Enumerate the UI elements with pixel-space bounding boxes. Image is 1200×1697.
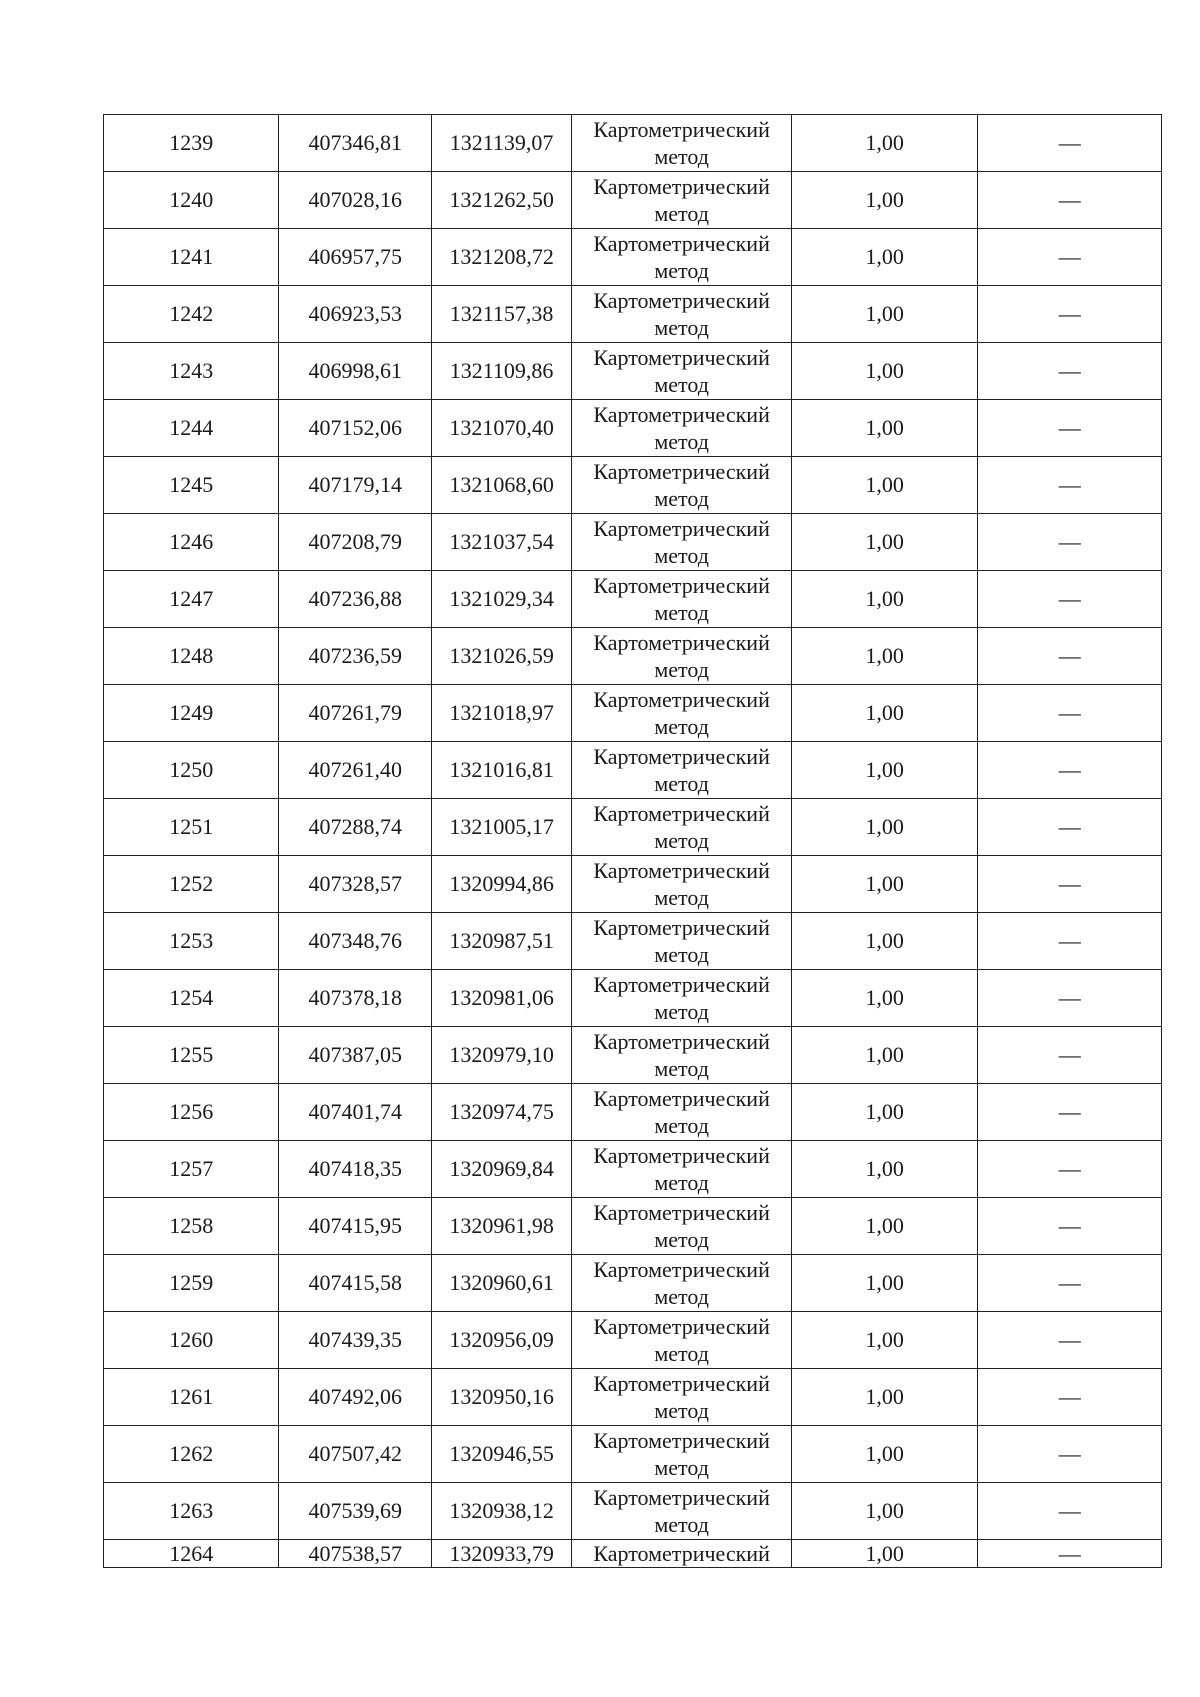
method-line-1: Картометрический xyxy=(593,174,770,199)
coordinates-table-body xyxy=(104,115,1162,1568)
table-row xyxy=(104,913,1162,970)
method-cell xyxy=(572,286,792,343)
table-row xyxy=(104,1141,1162,1198)
accuracy-cell: 1,00 xyxy=(791,172,978,229)
point-number-cell: 1239 xyxy=(104,115,279,172)
x-coordinate-cell: 407387,05 xyxy=(279,1027,431,1084)
table-row xyxy=(104,1312,1162,1369)
accuracy-cell: 1,00 xyxy=(791,856,978,913)
method-line-1: Картометрический xyxy=(593,459,770,484)
table-row xyxy=(104,457,1162,514)
method-cell xyxy=(572,1369,792,1426)
note-cell: — xyxy=(978,970,1162,1027)
table-row xyxy=(104,115,1162,172)
point-number-cell: 1255 xyxy=(104,1027,279,1084)
point-number-cell: 1248 xyxy=(104,628,279,685)
x-coordinate-cell: 407261,40 xyxy=(279,742,431,799)
note-cell: — xyxy=(978,115,1162,172)
x-coordinate-cell: 406923,53 xyxy=(279,286,431,343)
accuracy-cell: 1,00 xyxy=(791,115,978,172)
method-cell xyxy=(572,913,792,970)
method-line-2: метод xyxy=(654,486,709,511)
method-line-1: Картометрический xyxy=(593,801,770,826)
method-cell xyxy=(572,1255,792,1312)
accuracy-cell: 1,00 xyxy=(791,1141,978,1198)
accuracy-cell: 1,00 xyxy=(791,1198,978,1255)
x-coordinate-cell: 407328,57 xyxy=(279,856,431,913)
x-coordinate-cell: 407507,42 xyxy=(279,1426,431,1483)
point-number-cell: 1244 xyxy=(104,400,279,457)
note-cell: — xyxy=(978,286,1162,343)
x-coordinate-cell: 407152,06 xyxy=(279,400,431,457)
table-row xyxy=(104,970,1162,1027)
accuracy-cell: 1,00 xyxy=(791,913,978,970)
method-line-1: Картометрический xyxy=(593,345,770,370)
point-number-cell: 1250 xyxy=(104,742,279,799)
y-coordinate-cell: 1321109,86 xyxy=(431,343,571,400)
accuracy-cell: 1,00 xyxy=(791,1084,978,1141)
method-line-2: метод xyxy=(654,144,709,169)
x-coordinate-cell: 407492,06 xyxy=(279,1369,431,1426)
accuracy-cell: 1,00 xyxy=(791,1255,978,1312)
point-number-cell: 1251 xyxy=(104,799,279,856)
note-cell: — xyxy=(978,742,1162,799)
point-number-cell: 1243 xyxy=(104,343,279,400)
x-coordinate-cell: 407415,95 xyxy=(279,1198,431,1255)
method-line-2: метод xyxy=(654,543,709,568)
method-cell xyxy=(572,1426,792,1483)
note-cell: — xyxy=(978,1540,1162,1568)
y-coordinate-cell: 1321139,07 xyxy=(431,115,571,172)
method-line-1: Картометрический xyxy=(593,687,770,712)
method-cell xyxy=(572,571,792,628)
point-number-cell: 1261 xyxy=(104,1369,279,1426)
table-row xyxy=(104,856,1162,913)
method-line-1: Картометрический xyxy=(593,1371,770,1396)
x-coordinate-cell: 407236,59 xyxy=(279,628,431,685)
y-coordinate-cell: 1320974,75 xyxy=(431,1084,571,1141)
method-line-1: Картометрический xyxy=(593,1314,770,1339)
method-line-1: Картометрический xyxy=(593,117,770,142)
method-line-1: Картометрический xyxy=(593,516,770,541)
method-cell xyxy=(572,172,792,229)
note-cell: — xyxy=(978,571,1162,628)
method-line-2: метод xyxy=(654,429,709,454)
method-cell xyxy=(572,457,792,514)
accuracy-cell: 1,00 xyxy=(791,1369,978,1426)
note-cell: — xyxy=(978,856,1162,913)
accuracy-cell: 1,00 xyxy=(791,1027,978,1084)
table-row xyxy=(104,1540,1162,1568)
method-line-2: метод xyxy=(654,999,709,1024)
accuracy-cell: 1,00 xyxy=(791,343,978,400)
y-coordinate-cell: 1321005,17 xyxy=(431,799,571,856)
y-coordinate-cell: 1321157,38 xyxy=(431,286,571,343)
y-coordinate-cell: 1320961,98 xyxy=(431,1198,571,1255)
table-row xyxy=(104,742,1162,799)
method-line-2: метод xyxy=(654,372,709,397)
y-coordinate-cell: 1321070,40 xyxy=(431,400,571,457)
accuracy-cell: 1,00 xyxy=(791,400,978,457)
note-cell: — xyxy=(978,343,1162,400)
note-cell: — xyxy=(978,1084,1162,1141)
method-cell xyxy=(572,229,792,286)
method-line-1: Картометрический xyxy=(593,744,770,769)
method-cell xyxy=(572,115,792,172)
method-line-1: Картометрический xyxy=(593,231,770,256)
y-coordinate-cell: 1321208,72 xyxy=(431,229,571,286)
table-row xyxy=(104,685,1162,742)
method-line-2: метод xyxy=(654,1227,709,1252)
method-cell: Картометрический xyxy=(572,1540,792,1568)
table-row xyxy=(104,1426,1162,1483)
method-line-2: метод xyxy=(654,1512,709,1537)
note-cell: — xyxy=(978,172,1162,229)
y-coordinate-cell: 1321262,50 xyxy=(431,172,571,229)
method-cell xyxy=(572,514,792,571)
x-coordinate-cell: 407348,76 xyxy=(279,913,431,970)
note-cell: — xyxy=(978,1255,1162,1312)
method-line-2: метод xyxy=(654,315,709,340)
y-coordinate-cell: 1320979,10 xyxy=(431,1027,571,1084)
method-cell xyxy=(572,799,792,856)
method-line-2: метод xyxy=(654,714,709,739)
point-number-cell: 1253 xyxy=(104,913,279,970)
method-line-1: Картометрический xyxy=(593,1485,770,1510)
method-line-1: Картометрический xyxy=(593,402,770,427)
method-line-1: Картометрический xyxy=(593,972,770,997)
point-number-cell: 1263 xyxy=(104,1483,279,1540)
y-coordinate-cell: 1321068,60 xyxy=(431,457,571,514)
accuracy-cell: 1,00 xyxy=(791,514,978,571)
y-coordinate-cell: 1320956,09 xyxy=(431,1312,571,1369)
y-coordinate-cell: 1320987,51 xyxy=(431,913,571,970)
y-coordinate-cell: 1320981,06 xyxy=(431,970,571,1027)
point-number-cell: 1260 xyxy=(104,1312,279,1369)
y-coordinate-cell: 1320946,55 xyxy=(431,1426,571,1483)
method-cell xyxy=(572,1483,792,1540)
coordinates-table xyxy=(103,114,1162,1568)
method-line-1: Картометрический xyxy=(593,573,770,598)
method-line-1: Картометрический xyxy=(593,858,770,883)
accuracy-cell: 1,00 xyxy=(791,1540,978,1568)
method-line-2: метод xyxy=(654,1341,709,1366)
method-cell xyxy=(572,1198,792,1255)
table-row xyxy=(104,343,1162,400)
accuracy-cell: 1,00 xyxy=(791,628,978,685)
table-row xyxy=(104,514,1162,571)
method-cell xyxy=(572,400,792,457)
table-row xyxy=(104,799,1162,856)
method-cell xyxy=(572,1084,792,1141)
method-line-2: метод xyxy=(654,828,709,853)
accuracy-cell: 1,00 xyxy=(791,1483,978,1540)
point-number-cell: 1256 xyxy=(104,1084,279,1141)
point-number-cell: 1258 xyxy=(104,1198,279,1255)
method-cell xyxy=(572,970,792,1027)
method-line-1: Картометрический xyxy=(593,1257,770,1282)
note-cell: — xyxy=(978,400,1162,457)
y-coordinate-cell: 1321037,54 xyxy=(431,514,571,571)
method-line-1: Картометрический xyxy=(593,1143,770,1168)
x-coordinate-cell: 407401,74 xyxy=(279,1084,431,1141)
table-row xyxy=(104,1198,1162,1255)
table-row xyxy=(104,1027,1162,1084)
y-coordinate-cell: 1321029,34 xyxy=(431,571,571,628)
method-line-2: метод xyxy=(654,1284,709,1309)
accuracy-cell: 1,00 xyxy=(791,286,978,343)
accuracy-cell: 1,00 xyxy=(791,742,978,799)
note-cell: — xyxy=(978,514,1162,571)
method-line-2: метод xyxy=(654,1398,709,1423)
point-number-cell: 1254 xyxy=(104,970,279,1027)
point-number-cell: 1247 xyxy=(104,571,279,628)
table-row xyxy=(104,286,1162,343)
accuracy-cell: 1,00 xyxy=(791,970,978,1027)
method-line-2: метод xyxy=(654,201,709,226)
method-line-2: метод xyxy=(654,258,709,283)
note-cell: — xyxy=(978,628,1162,685)
y-coordinate-cell: 1321026,59 xyxy=(431,628,571,685)
note-cell: — xyxy=(978,1198,1162,1255)
point-number-cell: 1259 xyxy=(104,1255,279,1312)
point-number-cell: 1249 xyxy=(104,685,279,742)
note-cell: — xyxy=(978,1141,1162,1198)
table-row xyxy=(104,1084,1162,1141)
method-line-2: метод xyxy=(654,771,709,796)
method-cell xyxy=(572,685,792,742)
method-line-2: метод xyxy=(654,1455,709,1480)
table-row xyxy=(104,229,1162,286)
accuracy-cell: 1,00 xyxy=(791,799,978,856)
note-cell: — xyxy=(978,799,1162,856)
note-cell: — xyxy=(978,1312,1162,1369)
table-row xyxy=(104,400,1162,457)
method-line-2: метод xyxy=(654,885,709,910)
x-coordinate-cell: 407208,79 xyxy=(279,514,431,571)
method-line-2: метод xyxy=(654,1056,709,1081)
point-number-cell: 1241 xyxy=(104,229,279,286)
method-line-2: метод xyxy=(654,1113,709,1138)
point-number-cell: 1245 xyxy=(104,457,279,514)
note-cell: — xyxy=(978,685,1162,742)
method-cell xyxy=(572,343,792,400)
y-coordinate-cell: 1321016,81 xyxy=(431,742,571,799)
method-line-1: Картометрический xyxy=(593,915,770,940)
accuracy-cell: 1,00 xyxy=(791,1426,978,1483)
y-coordinate-cell: 1320960,61 xyxy=(431,1255,571,1312)
table-row xyxy=(104,628,1162,685)
note-cell: — xyxy=(978,913,1162,970)
method-line-1: Картометрический xyxy=(593,1029,770,1054)
x-coordinate-cell: 407539,69 xyxy=(279,1483,431,1540)
table-row xyxy=(104,571,1162,628)
method-line-1: Картометрический xyxy=(593,1200,770,1225)
method-cell xyxy=(572,1027,792,1084)
x-coordinate-cell: 406957,75 xyxy=(279,229,431,286)
method-cell xyxy=(572,628,792,685)
x-coordinate-cell: 407346,81 xyxy=(279,115,431,172)
method-cell xyxy=(572,1312,792,1369)
y-coordinate-cell: 1320933,79 xyxy=(431,1540,571,1568)
y-coordinate-cell: 1321018,97 xyxy=(431,685,571,742)
x-coordinate-cell: 407439,35 xyxy=(279,1312,431,1369)
accuracy-cell: 1,00 xyxy=(791,229,978,286)
note-cell: — xyxy=(978,1426,1162,1483)
method-cell xyxy=(572,856,792,913)
note-cell: — xyxy=(978,1483,1162,1540)
method-line-2: метод xyxy=(654,600,709,625)
table-row xyxy=(104,1255,1162,1312)
method-cell xyxy=(572,1141,792,1198)
method-line-1: Картометрический xyxy=(593,630,770,655)
note-cell: — xyxy=(978,229,1162,286)
note-cell: — xyxy=(978,1369,1162,1426)
y-coordinate-cell: 1320994,86 xyxy=(431,856,571,913)
table-row xyxy=(104,172,1162,229)
point-number-cell: 1252 xyxy=(104,856,279,913)
table-row xyxy=(104,1483,1162,1540)
method-cell xyxy=(572,742,792,799)
note-cell: — xyxy=(978,457,1162,514)
method-line-1: Картометрический xyxy=(593,288,770,313)
x-coordinate-cell: 407538,57 xyxy=(279,1540,431,1568)
note-cell: — xyxy=(978,1027,1162,1084)
x-coordinate-cell: 407418,35 xyxy=(279,1141,431,1198)
x-coordinate-cell: 407288,74 xyxy=(279,799,431,856)
point-number-cell: 1240 xyxy=(104,172,279,229)
y-coordinate-cell: 1320938,12 xyxy=(431,1483,571,1540)
method-line-2: метод xyxy=(654,1170,709,1195)
point-number-cell: 1262 xyxy=(104,1426,279,1483)
method-line-2: метод xyxy=(654,942,709,967)
accuracy-cell: 1,00 xyxy=(791,1312,978,1369)
accuracy-cell: 1,00 xyxy=(791,457,978,514)
method-line-1: Картометрический xyxy=(593,1428,770,1453)
method-line-1: Картометрический xyxy=(593,1086,770,1111)
y-coordinate-cell: 1320969,84 xyxy=(431,1141,571,1198)
x-coordinate-cell: 407261,79 xyxy=(279,685,431,742)
x-coordinate-cell: 407236,88 xyxy=(279,571,431,628)
point-number-cell: 1257 xyxy=(104,1141,279,1198)
x-coordinate-cell: 407179,14 xyxy=(279,457,431,514)
point-number-cell: 1242 xyxy=(104,286,279,343)
y-coordinate-cell: 1320950,16 xyxy=(431,1369,571,1426)
accuracy-cell: 1,00 xyxy=(791,571,978,628)
x-coordinate-cell: 407415,58 xyxy=(279,1255,431,1312)
x-coordinate-cell: 406998,61 xyxy=(279,343,431,400)
x-coordinate-cell: 407028,16 xyxy=(279,172,431,229)
accuracy-cell: 1,00 xyxy=(791,685,978,742)
point-number-cell: 1264 xyxy=(104,1540,279,1568)
point-number-cell: 1246 xyxy=(104,514,279,571)
method-line-2: метод xyxy=(654,657,709,682)
table-row xyxy=(104,1369,1162,1426)
x-coordinate-cell: 407378,18 xyxy=(279,970,431,1027)
